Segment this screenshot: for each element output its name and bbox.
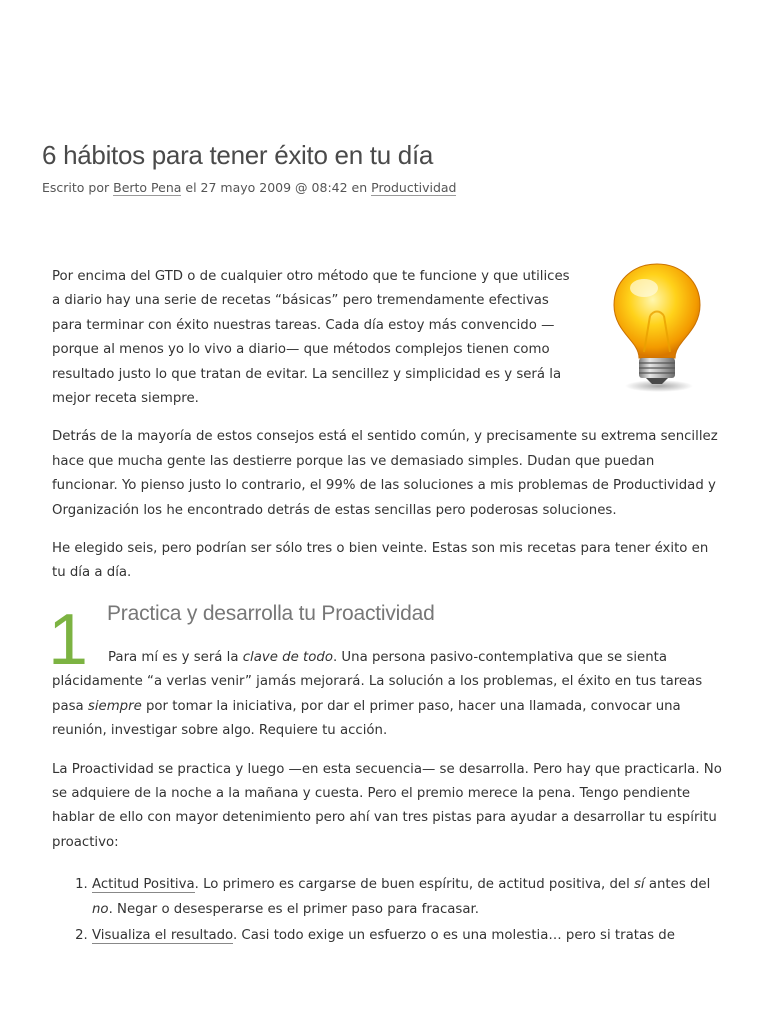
section-1-paragraph-2: La Proactividad se practica y luego —en esta secuencia— se desarrolla. Pero hay que practicarla. No se adquiere de la noche a la mañana y cuesta. Pero el premio merece la pena. Tengo pendiente hablar de ello con mayor detenimiento pero ahí van tres pistas para ayudar a desarrollar tu espíritu proactivo: — [52, 761, 722, 850]
author-link[interactable]: Berto Pena — [113, 180, 182, 195]
emphasis: siempre — [87, 698, 142, 714]
article-body — [48, 265, 722, 950]
byline — [42, 180, 456, 195]
byline-date: el 27 mayo 2009 @ 08:42 en — [185, 180, 368, 195]
section-title: Practica y desarrolla tu Proactividad — [107, 601, 435, 625]
text-run: por tomar la iniciativa, por dar el primer paso, hacer una llamada, convocar una reunión, investigar sobre algo. Requiere tu acción. — [52, 698, 681, 739]
actitud-positiva-link[interactable]: Actitud Positiva — [92, 877, 195, 893]
text-run: Para mí es y será la — [108, 649, 243, 665]
list-item — [92, 873, 722, 922]
text-run: . Casi todo exige un esfuerzo o es una molestia… pero si tratas de — [232, 927, 675, 943]
text-run: . Una persona pasivo-contemplativa que se sienta plácidamente “a verlas venir” jamás mejorará. La solución a los problemas, el éxito en tus tareas pasa — [52, 649, 703, 714]
emphasis: clave de todo — [242, 649, 333, 665]
emphasis: no — [92, 901, 109, 917]
list-item — [92, 924, 722, 948]
byline-prefix: Escrito por — [42, 180, 110, 195]
category-link[interactable]: Productividad — [371, 180, 457, 195]
text-run: . Lo primero es cargarse de buen espíritu, de actitud positiva, del — [194, 877, 634, 893]
text-run: . Negar o desesperarse es el primer paso para fracasar. — [108, 901, 479, 917]
emphasis: sí — [634, 877, 645, 893]
paragraph-3: He elegido seis, pero podrían ser sólo tres o bien veinte. Estas son mis recetas para tener éxito en tu día a día. — [52, 541, 709, 581]
paragraph-2: Detrás de la mayoría de estos consejos está el sentido común, y precisamente su extrema sencillez hace que mucha gente las destierre porque las ve demasiado simples. Dudan que puedan funcionar. Yo pienso justo lo contrario, el 99% de las soluciones a mis problemas de Productividad y Organización los he encontrado detrás de estas sencillas pero poderosas soluciones. — [52, 429, 718, 518]
article-title: 6 hábitos para tener éxito en tu día — [42, 140, 434, 170]
section-number: 1 — [48, 599, 89, 680]
text-run: antes del — [644, 877, 711, 893]
intro-paragraph: Por encima del GTD o de cualquier otro método que te funcione y que utilices a diario hay una serie de recetas “básicas” pero tremendamente efectivas para terminar con éxito nuestras tareas. Cada día estoy más convencido —porque al menos yo lo vivo a diario— que métodos complejos tienen como resultado justo lo que tratan de evitar. La sencillez y simplicidad es y será la mejor receta siempre. — [52, 269, 570, 407]
section-1-paragraph-1 — [52, 646, 722, 744]
visualiza-resultado-link[interactable]: Visualiza el resultado — [92, 927, 233, 943]
tips-list — [52, 873, 722, 948]
